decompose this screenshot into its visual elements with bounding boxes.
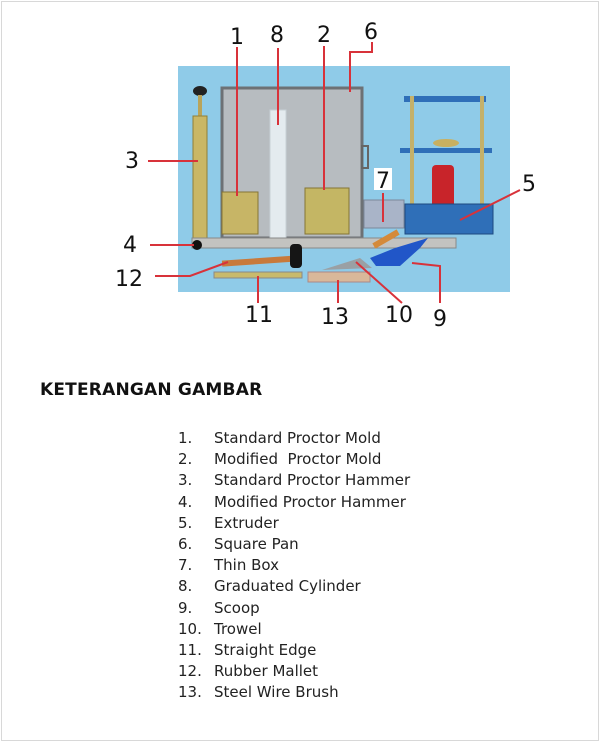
graduated-cylinder — [270, 110, 286, 238]
item-label: Graduated Cylinder — [214, 577, 361, 596]
callout-2: 2 — [317, 23, 331, 48]
callout-10: 10 — [385, 303, 413, 328]
item-label: Steel Wire Brush — [214, 683, 339, 702]
item-number: 13. — [178, 683, 202, 702]
item-number: 9. — [178, 598, 193, 617]
list-item — [178, 576, 410, 597]
item-number: 8. — [178, 577, 193, 596]
list-item — [178, 682, 410, 703]
list-item — [178, 470, 410, 491]
standard-proctor-mold — [222, 192, 258, 234]
legend-title: KETERANGAN GAMBAR — [40, 380, 263, 400]
item-label: Square Pan — [214, 534, 299, 553]
item-number: 12. — [178, 662, 202, 681]
callout-3: 3 — [125, 149, 139, 174]
callout-5: 5 — [522, 172, 536, 197]
item-label: Rubber Mallet — [214, 662, 319, 681]
list-item — [178, 449, 410, 470]
modified-proctor-mold — [305, 188, 349, 234]
callout-9: 9 — [433, 307, 447, 332]
item-label: Extruder — [214, 513, 279, 532]
item-label: Standard Proctor Hammer — [214, 471, 411, 490]
item-number: 5. — [178, 513, 193, 532]
list-item — [178, 555, 410, 576]
item-label: Modified Proctor Mold — [214, 450, 382, 469]
callout-1: 1 — [230, 25, 244, 50]
legend-list — [178, 428, 410, 703]
callout-13: 13 — [321, 305, 349, 330]
list-item — [178, 598, 410, 619]
item-number: 10. — [178, 619, 202, 638]
item-label: Straight Edge — [214, 640, 317, 659]
list-item — [178, 661, 410, 682]
item-number: 7. — [178, 556, 193, 575]
item-number: 1. — [178, 429, 193, 447]
item-number: 11. — [178, 640, 202, 659]
item-number: 3. — [178, 471, 193, 490]
callout-11: 11 — [245, 303, 273, 328]
item-number: 2. — [178, 450, 193, 469]
item-number: 4. — [178, 492, 193, 511]
list-item — [178, 513, 410, 534]
list-item — [178, 428, 410, 449]
item-label: Scoop — [214, 598, 260, 617]
item-label: Standard Proctor Mold — [214, 429, 381, 447]
list-item — [178, 640, 410, 661]
callout-6: 6 — [364, 20, 378, 45]
list-item — [178, 619, 410, 640]
list-item — [178, 492, 410, 513]
equipment-figure — [0, 0, 600, 340]
list-item — [178, 534, 410, 555]
callout-4: 4 — [123, 233, 137, 258]
item-label: Thin Box — [214, 556, 279, 575]
item-label: Modified Proctor Hammer — [214, 492, 406, 511]
item-label: Trowel — [214, 619, 262, 638]
item-number: 6. — [178, 534, 193, 553]
callout-8: 8 — [270, 23, 284, 48]
callout-7: 7 — [376, 169, 390, 194]
callout-12: 12 — [115, 267, 143, 292]
